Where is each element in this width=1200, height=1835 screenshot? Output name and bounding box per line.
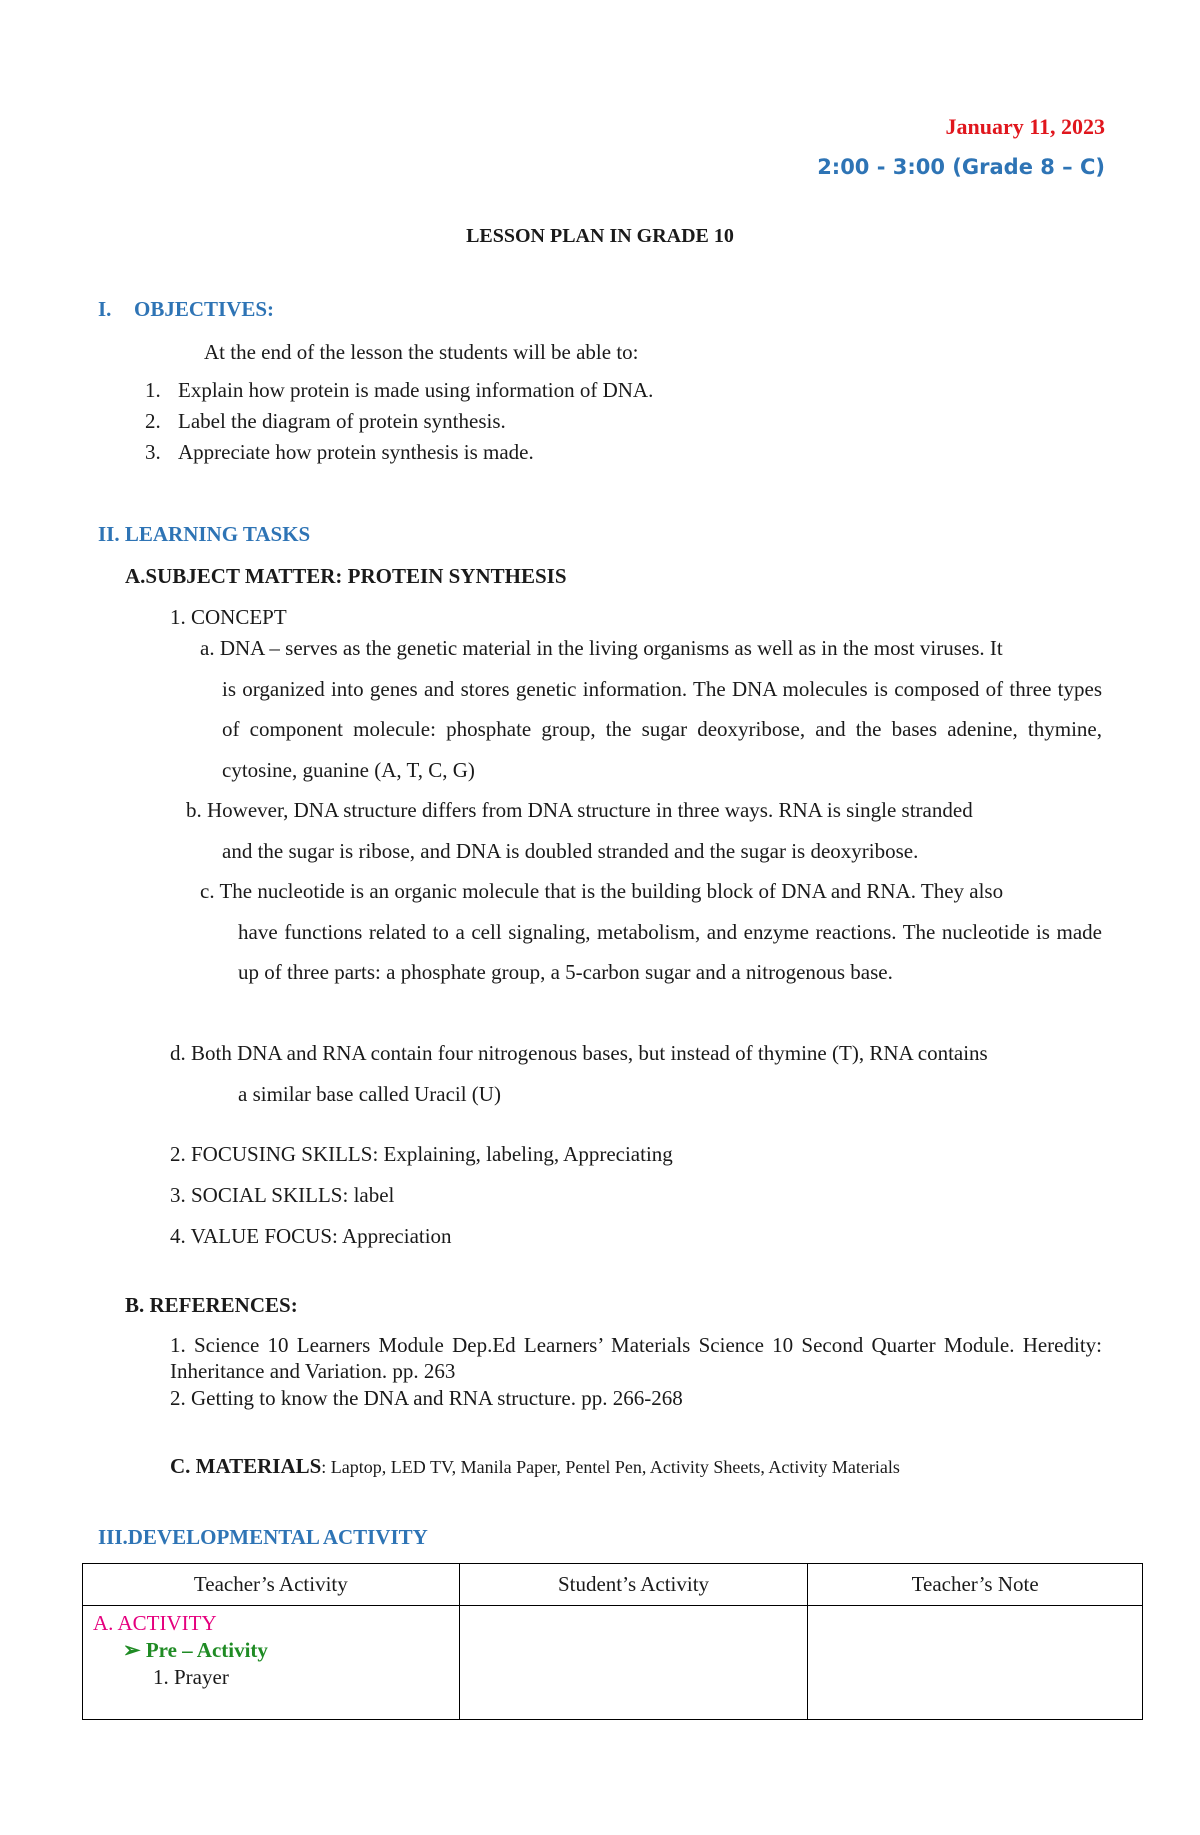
materials [170, 1454, 900, 1479]
reference-item: 1. Science 10 Learners Module Dep.Ed Learners’ Materials Science 10 Second Quarter Module. Heredity: Inheritance and Variation. pp. 263 [170, 1333, 1102, 1383]
value-focus: 4. VALUE FOCUS: Appreciation [170, 1224, 452, 1248]
objective-item: Label the diagram of protein synthesis. [178, 409, 506, 433]
column-header-teacher-note: Teacher’s Note [808, 1564, 1143, 1606]
student-activity-cell [459, 1606, 808, 1720]
objective-number: 2. [145, 409, 161, 433]
concept-b-first-line: b. However, DNA structure differs from DNA structure in three ways. RNA is single stranded [186, 798, 973, 822]
objectives-number: I. [98, 297, 112, 321]
teacher-note-cell [808, 1606, 1143, 1720]
objective-item: Explain how protein is made using information of DNA. [178, 378, 654, 402]
materials-label: C. MATERIALS [170, 1454, 322, 1478]
references-heading: B. REFERENCES: [125, 1293, 298, 1317]
concept-c-body: have functions related to a cell signaling, metabolism, and enzyme reactions. The nucleotide is made up of three parts: a phosphate group, a 5-carbon sugar and a nitrogenous base. [238, 919, 1102, 984]
lesson-date: January 11, 2023 [945, 114, 1105, 139]
concept-a-first-line: a. DNA – serves as the genetic material in the living organisms as well as in the most viruses. It [200, 636, 1003, 660]
objective-item: Appreciate how protein synthesis is made. [178, 440, 534, 464]
objective-number: 3. [145, 440, 161, 464]
lesson-time: 2:00 - 3:00 (Grade 8 – C) [817, 155, 1105, 179]
objective-number: 1. [145, 378, 161, 402]
activity-table [82, 1563, 1143, 1720]
subject-matter-heading: A.SUBJECT MATTER: PROTEIN SYNTHESIS [125, 564, 567, 588]
learning-tasks-heading: II. LEARNING TASKS [98, 522, 311, 546]
teacher-activity-cell [83, 1606, 460, 1720]
concept-heading: 1. CONCEPT [170, 605, 287, 629]
prayer-step: 1. Prayer [153, 1665, 229, 1689]
table-header-row [83, 1564, 1143, 1606]
objectives-heading: OBJECTIVES: [134, 297, 275, 321]
page-title: LESSON PLAN IN GRADE 10 [466, 225, 734, 247]
concept-d [170, 1033, 1102, 1114]
focusing-skills: 2. FOCUSING SKILLS: Explaining, labeling, Appreciating [170, 1142, 673, 1166]
objectives-intro: At the end of the lesson the students will be able to: [204, 340, 639, 364]
materials-list: : Laptop, LED TV, Manila Paper, Pentel Pen, Activity Sheets, Activity Materials [321, 1457, 900, 1477]
column-header-student-activity: Student’s Activity [459, 1564, 808, 1606]
pre-activity-label: ➢ Pre – Activity [123, 1638, 268, 1662]
concept-c [200, 871, 1102, 993]
developmental-activity-heading: III.DEVELOPMENTAL ACTIVITY [98, 1525, 428, 1549]
concept-b [186, 790, 1102, 871]
activity-label: A. ACTIVITY [93, 1611, 217, 1635]
concept-c-first-line: c. The nucleotide is an organic molecule that is the building block of DNA and RNA. They also [200, 879, 1004, 903]
concept-d-first-line: d. Both DNA and RNA contain four nitrogenous bases, but instead of thymine (T), RNA contains [170, 1041, 988, 1065]
reference-item: 2. Getting to know the DNA and RNA structure. pp. 266-268 [170, 1386, 683, 1410]
concept-a [200, 628, 1102, 790]
table-row [83, 1606, 1143, 1720]
concept-d-body: a similar base called Uracil (U) [238, 1081, 501, 1106]
concept-b-body: and the sugar is ribose, and DNA is doubled stranded and the sugar is deoxyribose. [222, 838, 919, 863]
column-header-teacher-activity: Teacher’s Activity [83, 1564, 460, 1606]
social-skills: 3. SOCIAL SKILLS: label [170, 1183, 395, 1207]
concept-a-body: is organized into genes and stores genetic information. The DNA molecules is composed of three types of component molecule: phosphate group, the sugar deoxyribose, and the bases adenine, thymine, cytosine, guanine (A, T, C, G) [222, 676, 1102, 782]
